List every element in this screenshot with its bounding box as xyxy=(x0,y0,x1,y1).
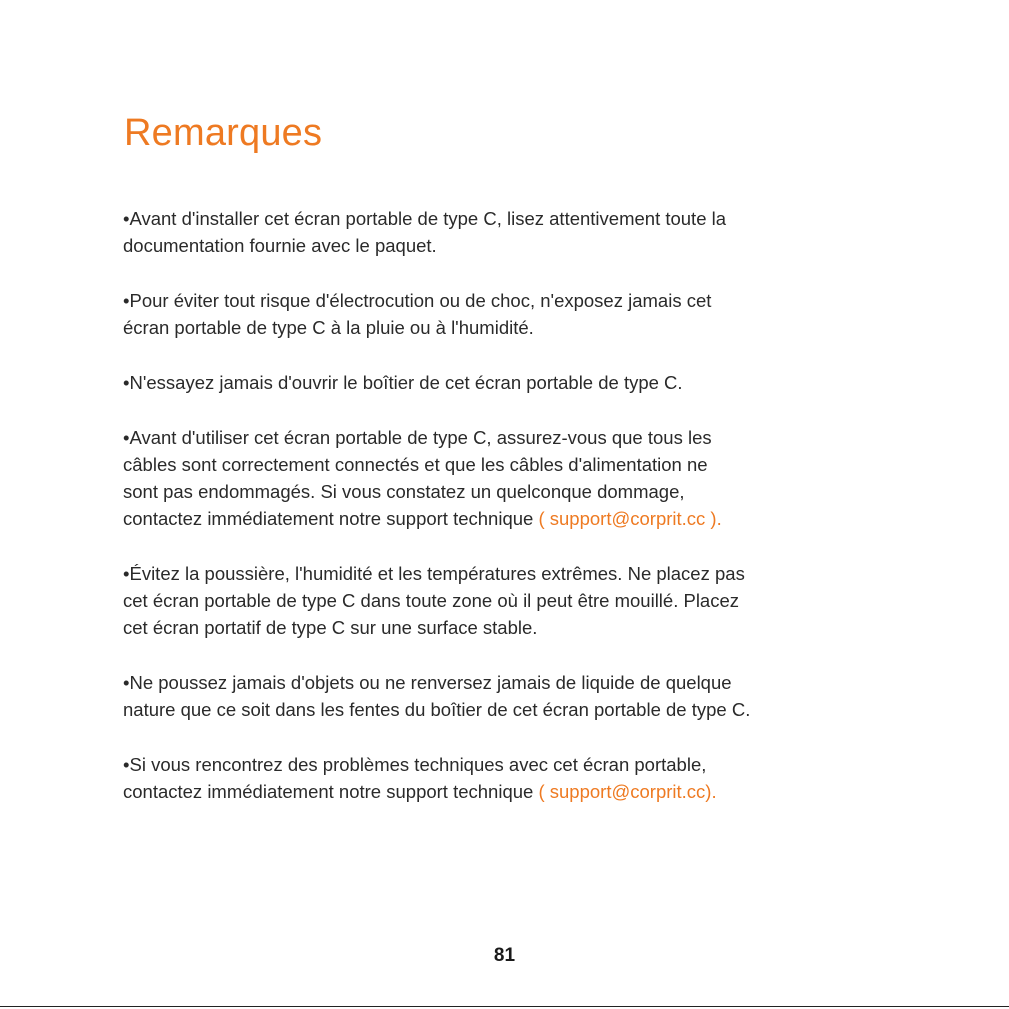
note-item xyxy=(123,751,903,805)
page-number: 81 xyxy=(493,945,516,966)
note-line: cet écran portable de type C dans toute zone où il peut être mouillé. Placez xyxy=(123,590,740,611)
note-line: écran portable de type C à la pluie ou à l'humidité. xyxy=(123,317,534,338)
note-line: documentation fournie avec le paquet. xyxy=(123,235,437,256)
note-line-with-link xyxy=(123,778,903,805)
note-line: •Avant d'utiliser cet écran portable de type C, assurez-vous que tous les xyxy=(123,427,712,448)
note-line-with-link xyxy=(123,505,903,532)
note-line: câbles sont correctement connectés et que les câbles d'alimentation ne xyxy=(123,454,708,475)
note-item xyxy=(123,287,903,341)
note-line: •N'essayez jamais d'ouvrir le boîtier de cet écran portable de type C. xyxy=(123,372,683,393)
note-line: contactez immédiatement notre support technique xyxy=(123,781,539,802)
note-line: •Pour éviter tout risque d'électrocution ou de choc, n'exposez jamais cet xyxy=(123,290,712,311)
note-line: •Si vous rencontrez des problèmes techniques avec cet écran portable, xyxy=(123,754,707,775)
note-line: •Évitez la poussière, l'humidité et les températures extrêmes. Ne placez pas xyxy=(123,563,745,584)
support-email-link[interactable]: ( support@corprit.cc). xyxy=(538,781,717,802)
note-item xyxy=(123,560,903,641)
note-line: •Ne poussez jamais d'objets ou ne renversez jamais de liquide de quelque xyxy=(123,672,732,693)
note-item xyxy=(123,424,903,532)
note-line: nature que ce soit dans les fentes du boîtier de cet écran portable de type C. xyxy=(123,699,751,720)
note-line: sont pas endommagés. Si vous constatez un quelconque dommage, xyxy=(123,481,685,502)
bottom-divider xyxy=(0,1006,1009,1007)
note-line: cet écran portatif de type C sur une surface stable. xyxy=(123,617,538,638)
page-title: Remarques xyxy=(124,112,323,154)
note-line: •Avant d'installer cet écran portable de type C, lisez attentivement toute la xyxy=(123,208,727,229)
support-email-link[interactable]: ( support@corprit.cc ). xyxy=(538,508,722,529)
note-item xyxy=(123,205,903,259)
note-item xyxy=(123,369,903,396)
note-item xyxy=(123,669,903,723)
notes-list xyxy=(123,205,903,805)
note-line: contactez immédiatement notre support technique xyxy=(123,508,539,529)
